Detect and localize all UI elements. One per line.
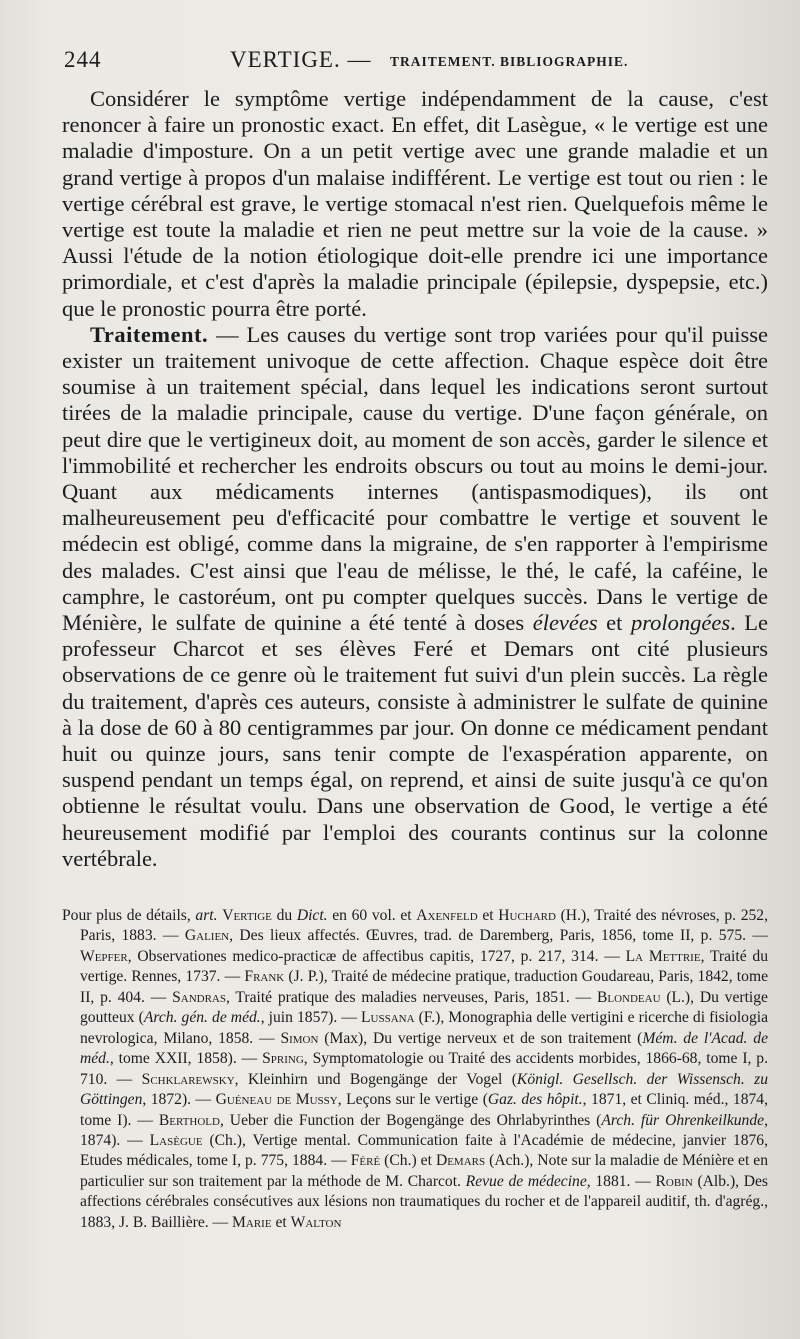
bib-text: et [271, 1213, 291, 1231]
bib-text: , 1881. — [586, 1172, 656, 1190]
bib-text: , Traité du vertige. Rennes, 1737. — [80, 947, 768, 986]
running-title: VERTIGE. — [230, 47, 372, 72]
bib-text: (F.), Monographia delle vertigini e ricerche di fisiologia nevrologica, Milano, 1858. — [80, 1009, 768, 1047]
bib-author: Frank [244, 968, 285, 986]
text-run: et [597, 610, 631, 636]
bib-title: Dict. [296, 907, 328, 924]
bib-text: (J. P.), Traité de médecine pratique, traduction Goudareau, Paris, 1842, tome II, p. 404. — [80, 968, 768, 1006]
bib-text: et [477, 907, 499, 924]
bib-text: (H.), Traité des névroses, p. 252, Paris, 1883. — [80, 907, 768, 945]
bib-author: Robin [655, 1172, 693, 1190]
main-text [62, 86, 768, 872]
bib-text: (Ch.) et [380, 1152, 436, 1170]
bib-text: (Max), Du vertige nerveux et de son traitement ( [318, 1029, 643, 1047]
bib-text: , 1872). — [142, 1091, 216, 1109]
bib-author: Marie [232, 1213, 272, 1231]
bib-author: Axenfeld [416, 907, 478, 924]
bib-author: Vertige [222, 907, 272, 924]
bib-author: La Mettrie [625, 947, 701, 965]
bibliography [62, 906, 768, 1233]
bib-author: Demars [435, 1152, 486, 1170]
bib-author: Lasègue [149, 1131, 203, 1149]
page-number: 244 [64, 47, 102, 72]
bib-text: du [271, 907, 297, 924]
section-heading-traitement: Traitement. [90, 321, 209, 347]
bib-author: Galien [184, 927, 230, 945]
paragraph-prognosis: Considérer le symptôme vertige indépendamment de la cause, c'est renoncer à faire un pronostic exact. En effet, dit Lasègue, « le vertige est une maladie d'imposture. On a un petit vertige avec une grande maladie et un grand vertige à propos d'un malaise indifférent. Le vertige est tout ou rien : le vertige cérébral est grave, le vertige stomacal n'est rien. Quelquefois même le vertige est toute la maladie et rien ne peut mettre sur la voie de la cause. » Aussi l'étude de la notion étiologique doit-elle prendre ici une importance primordiale, et c'est d'après la maladie principale (épilepsie, dyspepsie, etc.) que le pronostic pourra être porté. [62, 86, 768, 321]
bib-title: Mém. de l'Acad. de méd. [80, 1029, 768, 1068]
bib-text: , Leçons sur le vertige ( [337, 1091, 488, 1109]
emphasis-text: prolongées [630, 610, 731, 636]
bib-text: (Alb.), Des affections cérébrales consécutives aux lésions non traumatiques du rocher et de l'appareil auditif, th. d'agrég., 1883, J. B. Baillière. — [80, 1172, 769, 1231]
bib-text: , Observationes medico-practicæ de affectibus capitis, 1727, p. 217, 314. — [127, 947, 626, 965]
bib-text: (L.), Du vertige goutteux ( [80, 988, 768, 1027]
bib-author: Huchard [498, 907, 556, 924]
bib-text: , Kleinhirn und Bogengänge der Vogel ( [234, 1070, 517, 1088]
bib-text: , Des lieux affectés. Œuvres, trad. de Daremberg, Paris, 1856, tome II, p. 575. — [229, 927, 768, 945]
running-subtitle: TRAITEMENT. BIBLIOGRAPHIE. [390, 54, 629, 69]
bibliography-paragraph [62, 906, 768, 1233]
bib-author: Blondeau [596, 988, 661, 1006]
bib-author: Féré [350, 1152, 381, 1170]
bib-text: , Traité pratique des maladies nerveuses, Paris, 1851. — [225, 988, 597, 1006]
bib-author: Schklarewsky [141, 1070, 235, 1088]
bib-text: , Ueber die Function der Bogengänge des Ohrlabyrinthes ( [219, 1111, 602, 1129]
bib-author: Guéneau de Mussy [215, 1091, 338, 1109]
bib-text: , juin 1857). — [260, 1009, 361, 1027]
bib-title: Arch. für Ohrenkeilkunde [601, 1111, 765, 1129]
bib-author: Berthold [158, 1111, 220, 1129]
bib-author: Simon [280, 1029, 319, 1047]
bib-title: Revue de médecine [465, 1172, 587, 1190]
bib-text: en 60 vol. et [327, 907, 417, 924]
running-header [64, 47, 744, 79]
bib-text: , tome XXII, 1858). — [109, 1050, 263, 1068]
paragraph-treatment [62, 322, 768, 872]
bib-author: Lussana [361, 1009, 415, 1027]
bib-author: Spring [262, 1050, 304, 1068]
emphasis-text: élevées [532, 610, 598, 636]
bib-text: , 1874). — [80, 1111, 768, 1149]
bib-text: (Ach.), Note sur la maladie de Ménière et en particulier sur son traitement par la méthode de M. Charcot. [80, 1152, 769, 1190]
text-run: . Le professeur Charcot et ses élèves Feré et Demars ont cité plusieurs observations de ce genre où le traitement fut suivi d'un plein succès. La règle du traitement, d'après ces auteurs, consiste à administrer le sulfate de quinine à la dose de 60 à 80 centigrammes par jour. On donne ce médicament pendant huit ou quinze jours, sans tenir compte de l'exaspération apparente, on suspend pendant un temps égal, on reprend, et ainsi de suite jusqu'à ce qu'on obtienne le résultat voulu. Dans une observation de Good, le vertige a été heureusement modifié par l'emploi des courants continus sur la colonne vertébrale. [62, 610, 768, 871]
bib-title: art. [195, 907, 218, 924]
bib-author: Sandras [172, 988, 226, 1006]
bib-text: (Ch.), Vertige mental. Communication faite à l'Académie de médecine, janvier 1876, Etudes médicales, tome I, p. 775, 1884. — [80, 1131, 768, 1170]
bib-title: Arch. gén. de méd. [143, 1009, 261, 1027]
text-run: — Les causes du vertige sont trop variées pour qu'il puisse exister un traitement univoque de cette affection. Chaque espèce doit être soumise à un traitement spécial, dans lequel les indications seront surtout tirées de la maladie principale, cause du vertige. D'une façon générale, on peut dire que le vertigineux doit, au moment de son accès, garder le silence et l'immobilité et rechercher les endroits obscurs ou tout au moins le demi-jour. Quant aux médicaments internes (antispasmodiques), ils ont malheureusement peu d'efficacité pour combattre le vertige et souvent le médecin est obligé, comme dans la migraine, de s'en rapporter à l'empirisme des malades. C'est ainsi que l'eau de mélisse, le thé, le café, la caféine, le camphre, le castoréum, ont pu compter quelques succès. Dans le vertige de Ménière, le sulfate de quinine a été tenté à doses [62, 321, 768, 636]
bib-text: Pour plus de détails, [62, 907, 196, 924]
bib-title: Gaz. des hôpit. [487, 1091, 583, 1109]
bib-text: , 1871, et Cliniq. méd., 1874, tome I). — [80, 1091, 768, 1129]
bib-title: Königl. Gesellsch. der Wissensch. zu Göttingen [80, 1070, 768, 1109]
bib-author: Walton [290, 1213, 342, 1231]
bib-author: Wepfer [80, 947, 128, 965]
bib-text: , Symptomatologie ou Traité des accidents morbides, 1866-68, tome I, p. 710. — [80, 1050, 769, 1088]
